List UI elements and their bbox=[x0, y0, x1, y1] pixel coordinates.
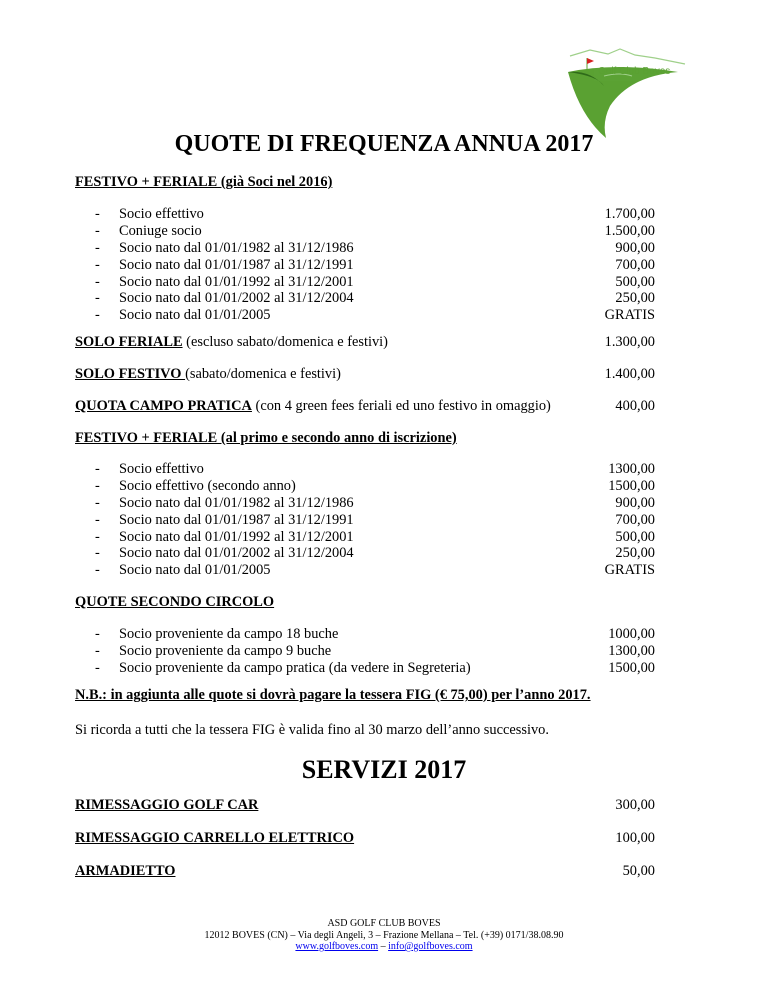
email-link[interactable]: info@golfboves.com bbox=[388, 941, 473, 952]
fig-reminder: Si ricorda a tutti che la tessera FIG è valida fino al 30 marzo dell’anno successivo. bbox=[75, 722, 549, 738]
solo-feriale-line bbox=[75, 334, 388, 351]
list-dash: - bbox=[95, 545, 100, 562]
list-item-label: Socio proveniente da campo 18 buche bbox=[119, 626, 339, 642]
footer-club-name: ASD GOLF CLUB BOVES bbox=[327, 918, 441, 929]
section1-item bbox=[95, 240, 655, 257]
section2-item bbox=[95, 545, 655, 562]
solo-festivo-heading: SOLO FESTIVO bbox=[75, 366, 186, 382]
section2-item bbox=[95, 529, 655, 546]
list-item-label: Socio nato dal 01/01/2005 bbox=[119, 307, 271, 324]
list-dash: - bbox=[95, 642, 100, 659]
list-item-label: Socio nato dal 01/01/1982 al 31/12/1986 bbox=[119, 494, 354, 511]
list-dash: - bbox=[95, 528, 100, 545]
list-item-value: 1.700,00 bbox=[604, 206, 655, 222]
list-item-label: Socio proveniente da campo 9 buche bbox=[119, 642, 332, 659]
list-dash: - bbox=[95, 290, 100, 307]
service-carrello-value: 100,00 bbox=[615, 830, 655, 846]
list-item-value: 1500,00 bbox=[608, 477, 655, 494]
section2-list bbox=[95, 461, 655, 579]
solo-feriale-note: (escluso sabato/domenica e festivi) bbox=[182, 334, 388, 350]
solo-feriale-value: 1.300,00 bbox=[604, 334, 655, 350]
list-dash: - bbox=[95, 659, 100, 676]
website-link[interactable]: www.golfboves.com bbox=[295, 941, 379, 952]
logo-text: Golf Club Boves bbox=[598, 66, 671, 77]
service-armadietto-value: 50,00 bbox=[622, 863, 655, 879]
list-item-value: 1500,00 bbox=[608, 659, 655, 676]
solo-festivo-value: 1.400,00 bbox=[604, 366, 655, 382]
list-dash: - bbox=[95, 206, 100, 222]
list-item-value: 1000,00 bbox=[608, 626, 655, 642]
footer-separator: – bbox=[378, 941, 389, 952]
section1-item bbox=[95, 274, 655, 291]
list-item-value: 1300,00 bbox=[608, 642, 655, 659]
section3-list bbox=[95, 626, 655, 677]
services-title: SERVIZI 2017 bbox=[301, 755, 467, 784]
section3-heading: QUOTE SECONDO CIRCOLO bbox=[75, 594, 275, 610]
section3-item bbox=[95, 643, 655, 660]
footer-links bbox=[0, 941, 768, 953]
section1-item bbox=[95, 206, 655, 223]
list-item-value: GRATIS bbox=[604, 562, 655, 579]
section2-item bbox=[95, 495, 655, 512]
list-dash: - bbox=[95, 511, 100, 528]
list-item-value: 250,00 bbox=[615, 545, 655, 562]
list-item-label: Socio nato dal 01/01/1982 al 31/12/1986 bbox=[119, 239, 354, 256]
list-dash: - bbox=[95, 562, 100, 579]
list-item-label: Socio proveniente da campo pratica (da vedere in Segreteria) bbox=[119, 659, 471, 676]
list-item-label: Socio effettivo bbox=[119, 461, 204, 477]
list-dash: - bbox=[95, 273, 100, 290]
list-item-label: Socio nato dal 01/01/1987 al 31/12/1991 bbox=[119, 256, 354, 273]
list-item-label: Socio nato dal 01/01/2002 al 31/12/2004 bbox=[119, 290, 354, 307]
section1-item bbox=[95, 307, 655, 324]
golf-club-logo bbox=[560, 46, 700, 138]
section2-item bbox=[95, 461, 655, 478]
service-armadietto-label: ARMADIETTO bbox=[75, 863, 176, 879]
list-item-value: 900,00 bbox=[615, 239, 655, 256]
list-item-label: Socio effettivo (secondo anno) bbox=[119, 477, 296, 494]
page-title: QUOTE DI FREQUENZA ANNUA 2017 bbox=[174, 131, 594, 157]
section2-item bbox=[95, 562, 655, 579]
service-golf-car-value: 300,00 bbox=[615, 797, 655, 813]
nb-note: N.B.: in aggiunta alle quote si dovrà pagare la tessera FIG (€ 75,00) per l’anno 2017. bbox=[75, 687, 591, 703]
section3-item bbox=[95, 660, 655, 677]
list-item-value: 250,00 bbox=[615, 290, 655, 307]
list-item-value: 1.500,00 bbox=[604, 222, 655, 239]
list-dash: - bbox=[95, 461, 100, 477]
section2-heading: FESTIVO + FERIALE (al primo e secondo anno di iscrizione) bbox=[75, 430, 457, 446]
list-dash: - bbox=[95, 222, 100, 239]
section1-item bbox=[95, 290, 655, 307]
list-dash: - bbox=[95, 239, 100, 256]
footer-address: 12012 BOVES (CN) – Via degli Angeli, 3 – Frazione Mellana – Tel. (+39) 0171/38.08.90 bbox=[204, 929, 564, 941]
list-item-value: GRATIS bbox=[604, 307, 655, 324]
list-item-value: 500,00 bbox=[615, 528, 655, 545]
footer bbox=[0, 918, 768, 953]
solo-feriale-heading: SOLO FERIALE bbox=[75, 334, 183, 350]
golf-club-logo-graphic bbox=[560, 46, 700, 138]
section3-item bbox=[95, 626, 655, 643]
section1-heading: FESTIVO + FERIALE (già Soci nel 2016) bbox=[75, 174, 333, 190]
section1-item bbox=[95, 257, 655, 274]
quota-campo-value: 400,00 bbox=[615, 398, 655, 414]
list-item-value: 1300,00 bbox=[608, 461, 655, 477]
list-dash: - bbox=[95, 626, 100, 642]
list-dash: - bbox=[95, 307, 100, 324]
list-item-label: Socio effettivo bbox=[119, 206, 204, 222]
section1-item bbox=[95, 223, 655, 240]
list-item-label: Socio nato dal 01/01/1992 al 31/12/2001 bbox=[119, 528, 354, 545]
list-item-label: Coniuge socio bbox=[119, 222, 202, 239]
section1-list bbox=[95, 206, 655, 324]
solo-festivo-note: (sabato/domenica e festivi) bbox=[185, 366, 341, 382]
quota-campo-note: (con 4 green fees feriali ed uno festivo in omaggio) bbox=[251, 398, 551, 414]
list-item-label: Socio nato dal 01/01/2002 al 31/12/2004 bbox=[119, 545, 354, 562]
solo-festivo-line bbox=[75, 366, 341, 383]
section2-item bbox=[95, 478, 655, 495]
list-item-value: 700,00 bbox=[615, 256, 655, 273]
list-item-value: 500,00 bbox=[615, 273, 655, 290]
list-item-label: Socio nato dal 01/01/1987 al 31/12/1991 bbox=[119, 511, 354, 528]
list-item-value: 900,00 bbox=[615, 494, 655, 511]
quota-campo-heading: QUOTA CAMPO PRATICA bbox=[75, 398, 252, 414]
section2-item bbox=[95, 512, 655, 529]
list-dash: - bbox=[95, 494, 100, 511]
list-dash: - bbox=[95, 477, 100, 494]
list-item-value: 700,00 bbox=[615, 511, 655, 528]
list-item-label: Socio nato dal 01/01/1992 al 31/12/2001 bbox=[119, 273, 354, 290]
service-golf-car-label: RIMESSAGGIO GOLF CAR bbox=[75, 797, 259, 813]
quota-campo-line bbox=[75, 398, 551, 415]
list-dash: - bbox=[95, 256, 100, 273]
list-item-label: Socio nato dal 01/01/2005 bbox=[119, 562, 271, 579]
service-carrello-label: RIMESSAGGIO CARRELLO ELETTRICO bbox=[75, 830, 355, 846]
